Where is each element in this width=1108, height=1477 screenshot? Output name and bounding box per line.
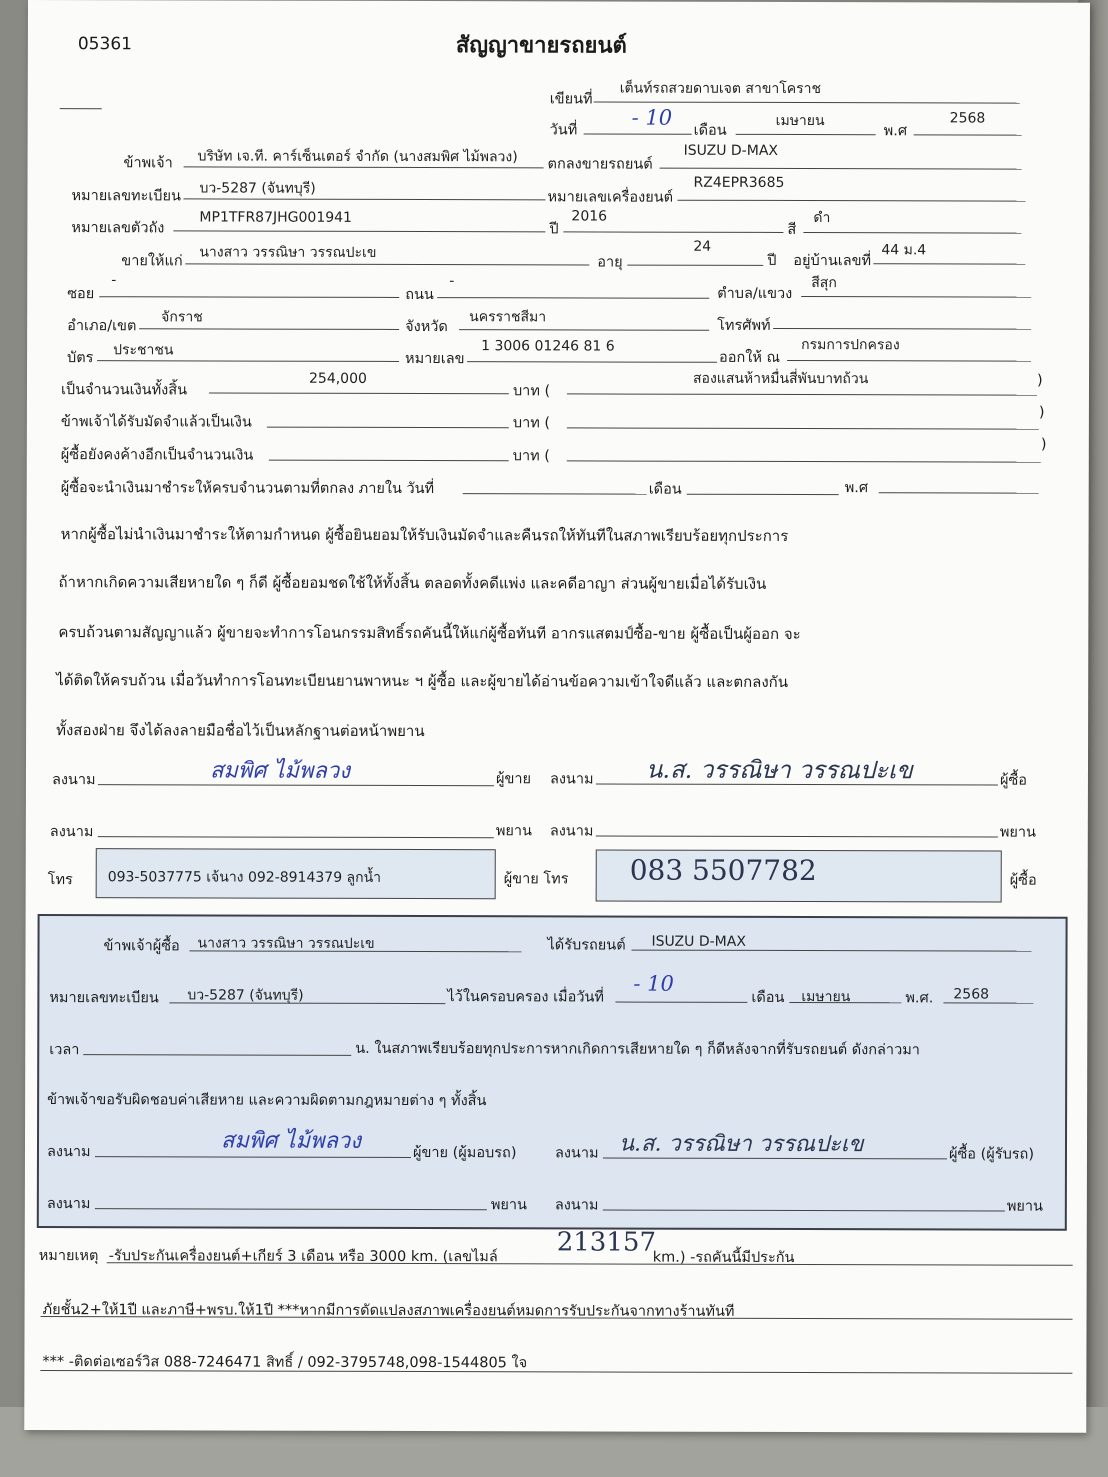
year-value: 2568 — [949, 110, 986, 127]
receipt-reg-value: บว-5287 (จันทบุรี) — [187, 987, 304, 1004]
idno-value: 1 3006 01246 81 6 — [481, 338, 615, 355]
vehicle-receipt-panel — [37, 914, 1068, 1231]
district-value: จักราช — [161, 309, 203, 326]
receipt-sign-label-seller: ลงนาม — [46, 1144, 91, 1161]
month-value: เมษายน — [775, 112, 825, 130]
seller-signature: สมพิศ ไม้พลวง — [209, 758, 351, 784]
receipt-witness-role-1: พยาน — [490, 1197, 527, 1214]
terms-line-3: ครบถ้วนตามสัญญาแล้ว ผู้ขายจะทำการโอนกรรมสิทธิ์รถคันนี้ให้แก่ผู้ซื้อทันที อากรแสตมป์ซื้อ-ขาย ผู้ซื้อเป็นผู้ออก จะ — [58, 623, 801, 644]
buyer-phone: 083 5507782 — [629, 853, 817, 888]
seller-value: บริษัท เจ.ที. คาร์เซ็นเตอร์ จำกัด (นางสมพิศ ไม้พลวง) — [197, 148, 518, 166]
total-text: สองแสนห้าหมื่นสี่พันบาทถ้วน — [692, 370, 869, 388]
issued-value: กรมการปกครอง — [801, 337, 900, 354]
seller-label: ข้าพเจ้า — [123, 155, 173, 172]
receipt-sign-label-witness-1: ลงนาม — [46, 1196, 91, 1213]
received-label: ได้รับรถยนต์ — [547, 937, 626, 954]
receipt-witness-role-2: พยาน — [1006, 1198, 1043, 1215]
color-value: ดำ — [813, 210, 831, 227]
seller-phone-role: ผู้ขาย โทร — [503, 871, 569, 888]
date-value: - 10 — [631, 105, 673, 130]
card-label: บัตร — [67, 350, 94, 367]
buyer-role: ผู้ซื้อ — [999, 772, 1028, 789]
soi-value: - — [111, 272, 117, 289]
time-suffix: น. ในสภาพเรียบร้อยทุกประการหากเกิดการเสียหายใด ๆ ก็ดีหลังจากที่รับรถยนต์ ดังกล่าวมา — [355, 1040, 920, 1059]
house-value: 44 ม.4 — [881, 242, 927, 259]
sign-label-seller: ลงนาม — [51, 772, 96, 789]
buyer-phone-role: ผู้ซื้อ — [1009, 872, 1037, 889]
written-at-label: เขียนที่ — [549, 91, 593, 108]
remain-baht-label: บาท ( — [512, 448, 550, 465]
road-value: - — [449, 273, 455, 290]
chassis-label: หมายเลขตัวถัง — [71, 220, 165, 237]
phone-row-label: โทร — [47, 872, 73, 889]
seller-phone: 093-5037775 เจ้นาง 092-8914379 ลูกน้ำ — [107, 869, 382, 886]
terms-line-5: ทั้งสองฝ่าย จึงได้ลงลายมือชื่อไว้เป็นหลักฐานต่อหน้าพยาน — [56, 721, 425, 741]
seller-role: ผู้ขาย — [495, 771, 532, 788]
phone-label: โทรศัพท์ — [717, 317, 771, 334]
pay-month-label: เดือน — [648, 481, 682, 498]
vehicle-year-value: 2016 — [571, 208, 608, 225]
total-close-paren: ) — [1036, 372, 1043, 389]
deposit-close-paren: ) — [1038, 404, 1045, 421]
year-label: พ.ศ — [883, 123, 908, 140]
sign-label-witness-1: ลงนาม — [49, 824, 94, 841]
sold-to-value: นางสาว วรรณิษา วรรณปะเข — [199, 244, 377, 261]
agree-sell-value: ISUZU D-MAX — [683, 142, 779, 159]
road-label: ถนน — [405, 286, 434, 304]
document-title: สัญญาขายรถยนต์ — [455, 33, 627, 59]
date-label: วันที่ — [549, 122, 578, 139]
month-label: เดือน — [693, 122, 727, 139]
me-buyer-value: นางสาว วรรณิษา วรรณปะเข — [197, 935, 375, 952]
total-label: เป็นจำนวนเงินทั้งสิ้น — [60, 382, 188, 399]
receipt-buyer-role: ผู้ซื้อ (ผู้รับรถ) — [948, 1146, 1035, 1163]
received-value: ISUZU D-MAX — [651, 933, 746, 950]
reg-value: บว-5287 (จันทบุรี) — [199, 180, 316, 197]
soi-label: ซอย — [67, 286, 95, 303]
remain-close-paren: ) — [1040, 436, 1047, 453]
terms-line-1: หากผู้ซื้อไม่นำเงินมาชำระให้ตามกำหนด ผู้ซื้อยินยอมให้รับเงินมัดจำและคืนรถให้ทันทีในสภาพเรียบร้อยทุกประการ — [60, 525, 789, 545]
possession-label: ไว้ในครอบครอง เมื่อวันที่ — [447, 989, 604, 1006]
chassis-value: MP1TFR87JHG001941 — [199, 209, 352, 226]
receipt-seller-signature: สมพิศ ไม้พลวง — [220, 1128, 362, 1154]
card-value: ประชาชน — [113, 342, 174, 359]
idno-label: หมายเลข — [405, 350, 465, 368]
possession-day: - 10 — [633, 971, 674, 996]
receipt-sign-label-buyer: ลงนาม — [554, 1145, 599, 1162]
sign-label-witness-2: ลงนาม — [549, 823, 594, 840]
province-label: จังหวัด — [405, 318, 448, 336]
receipt-month-label: เดือน — [751, 989, 785, 1006]
notes-label: หมายเหตุ — [38, 1248, 99, 1265]
notes-line-3: *** -ติดต่อเซอร์วิส 088-7246471 สิทธิ์ / 092-3795748,098-1544805 ใจ — [42, 1354, 528, 1372]
document-number: 05361 — [77, 34, 133, 55]
written-at-value: เต็นท์รถสวยดาบเจต สาขาโคราช — [619, 80, 822, 98]
total-value: 254,000 — [308, 370, 367, 387]
age-label: อายุ — [597, 254, 623, 271]
notes-line-1b: km.) -รถคันนี้มีประกัน — [652, 1249, 795, 1267]
vehicle-year-label: ปี — [549, 221, 559, 238]
remain-label: ผู้ซื้อยังคงค้างอีกเป็นจำนวนเงิน — [60, 447, 254, 464]
deposit-baht-label: บาท ( — [512, 415, 551, 432]
engine-label: หมายเลขเครื่องยนต์ — [547, 189, 674, 206]
reg-label: หมายเลขทะเบียน — [71, 188, 181, 205]
contract-paper — [24, 0, 1090, 1433]
receipt-month-value: เมษายน — [801, 989, 851, 1006]
deposit-label: ข้าพเจ้าได้รับมัดจำแล้วเป็นเงิน — [60, 414, 252, 431]
house-label: อยู่บ้านเลขที่ — [793, 253, 872, 270]
agree-sell-label: ตกลงขายรถยนต์ — [547, 156, 653, 173]
age-years-label: ปี — [767, 252, 777, 269]
receipt-year-label: พ.ศ. — [905, 990, 934, 1007]
witness-role-1: พยาน — [495, 823, 532, 840]
terms-line-4: ได้ติดให้ครบถ้วน เมื่อวันทำการโอนทะเบียนยานพาหนะ ฯ ผู้ซื้อ และผู้ขายได้อ่านข้อความเข้าใจดีแล้ว และตกลงกัน — [56, 671, 789, 691]
pay-year-label: พ.ศ — [844, 480, 869, 497]
notes-line-1a: -รับประกันเครื่องยนต์+เกียร์ 3 เดือน หรือ 3000 km. (เลขไมล์ — [108, 1248, 498, 1266]
liability-text: ข้าพเจ้าขอรับผิดชอบค่าเสียหาย และความผิดตามกฎหมายต่าง ๆ ทั้งสิ้น — [47, 1092, 487, 1110]
receipt-year-value: 2568 — [953, 986, 990, 1003]
witness-role-2: พยาน — [999, 824, 1036, 841]
notes-line-2: ภัยชั้น2+ให้1ปี และภาษี+พรบ.ให้1ปี ***หากมีการดัดแปลงสภาพเครื่องยนต์หมดการรับประกันจากทางร้านทันที — [42, 1302, 735, 1320]
me-buyer-label: ข้าพเจ้าผู้ซื้อ — [103, 938, 180, 955]
terms-line-2: ถ้าหากเกิดความเสียหายใด ๆ ก็ดี ผู้ซื้อยอมชดใช้ให้ทั้งสิ้น ตลอดทั้งคดีแพ่ง และคดีอาญา ส่วนผู้ขายเมื่อได้รับเงิน — [58, 573, 767, 593]
time-label: เวลา — [49, 1042, 80, 1059]
issued-label: ออกให้ ณ — [719, 349, 780, 366]
age-value: 24 — [693, 238, 712, 255]
total-baht-label: บาท ( — [512, 383, 551, 400]
receipt-seller-role: ผู้ขาย (ผู้มอบรถ) — [412, 1145, 517, 1162]
province-value: นครราชสีมา — [469, 309, 547, 326]
subdistrict-value: สีสุก — [811, 275, 837, 292]
engine-value: RZ4EPR3685 — [693, 174, 785, 191]
district-label: อำเภอ/เขต — [67, 318, 137, 335]
short-mark — [60, 108, 102, 109]
receipt-reg-label: หมายเลขทะเบียน — [49, 990, 159, 1007]
pay-by-label: ผู้ซื้อจะนำเงินมาชำระให้ครบจำนวนตามที่ตกลง ภายใน วันที่ — [60, 480, 435, 498]
mileage-value: 213157 — [556, 1227, 657, 1258]
receipt-sign-label-witness-2: ลงนาม — [554, 1197, 599, 1214]
subdistrict-label: ตำบล/แขวง — [717, 285, 793, 303]
sold-to-label: ขายให้แก่ — [121, 253, 183, 270]
sign-label-buyer: ลงนาม — [549, 771, 594, 788]
color-label: สี — [787, 221, 797, 239]
receipt-buyer-signature: น.ส. วรรณิษา วรรณปะเข — [618, 1131, 864, 1158]
buyer-signature: น.ส. วรรณิษา วรรณปะเข — [645, 755, 913, 785]
